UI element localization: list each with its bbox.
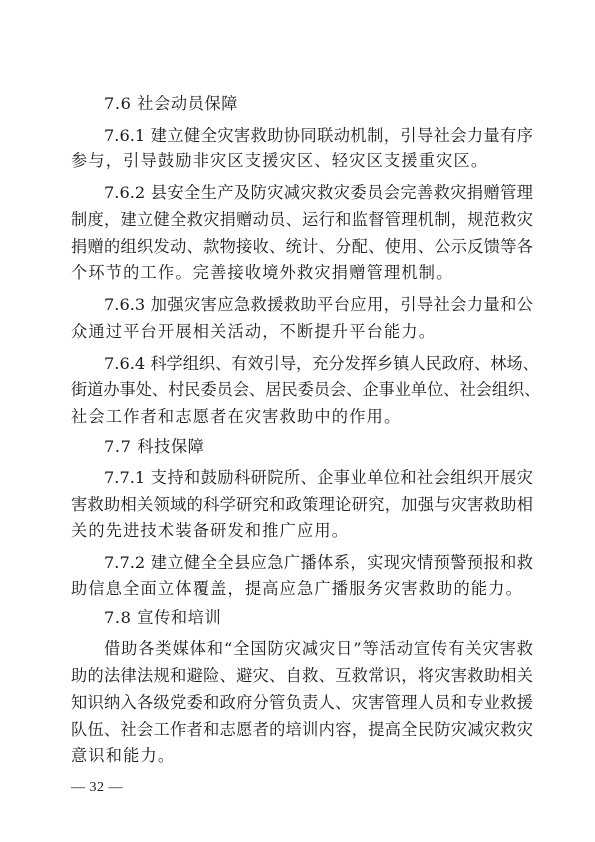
paragraph-line: 个环节的工作。完善接收境外救灾捐赠管理机制。 [71, 263, 454, 282]
paragraph-line: 参与，引导鼓励非灾区支援灾区、轻灾区支援重灾区。 [71, 151, 489, 170]
paragraph-line: 7.6.3 加强灾害应急救援救助平台应用，引导社会力量和公 [104, 295, 533, 314]
paragraph-line: 7.7.1 支持和鼓励科研院所、企事业单位和社会组织开展灾 [104, 468, 533, 487]
paragraph-line: 7.6.4 科学组织、有效引导，充分发挥乡镇人民政府、林场、 [104, 354, 539, 373]
paragraph-line: 意识和能力。 [71, 746, 176, 765]
paragraph-line: 街道办事处、村民委员会、居民委员会、企事业单位、社会组织、 [71, 380, 541, 399]
paragraph-line: 关的先进技术装备研发和推广应用。 [71, 521, 350, 540]
paragraph-line: 队伍、社会工作者和志愿者的培训内容，提高全民防灾减灾救灾 [71, 720, 533, 739]
paragraph-line: 捐赠的组织发动、款物接收、统计、分配、使用、公示反馈等各 [71, 237, 533, 256]
paragraph-line: 借助各类媒体和“全国防灾减灾日”等活动宣传有关灾害救 [104, 639, 533, 658]
paragraph-line: 7.7.2 建立健全全县应急广播体系，实现灾情预警预报和救 [104, 553, 533, 572]
page-number: — 32 — [71, 780, 123, 795]
paragraph-line: 知识纳入各级党委和政府分管负责人、灾害管理人员和专业救援 [71, 693, 533, 712]
paragraph-line: 制度，建立健全救灾捐赠动员、运行和监督管理机制，规范救灾 [71, 210, 533, 229]
paragraph-line: 助信息全面立体覆盖，提高应急广播服务灾害救助的能力。 [71, 579, 524, 598]
section-heading-7-8: 7.8 宣传和培训 [104, 608, 222, 627]
paragraph-line: 7.6.2 县安全生产及防灾减灾救灾委员会完善救灾捐赠管理 [104, 183, 533, 202]
paragraph-line: 社会工作者和志愿者在灾害救助中的作用。 [71, 407, 402, 426]
paragraph-line: 害救助相关领域的科学研究和政策理论研究，加强与灾害救助相 [71, 495, 533, 514]
paragraph-line: 众通过平台开展相关活动，不断提升平台能力。 [71, 322, 437, 341]
section-heading-7-7: 7.7 科技保障 [104, 437, 205, 456]
paragraph-line: 7.6.1 建立健全灾害救助协同联动机制，引导社会力量有序 [104, 126, 533, 145]
section-heading-7-6: 7.6 社会动员保障 [104, 94, 239, 113]
paragraph-line: 助的法律法规和避险、避灾、自救、互救常识，将灾害救助相关 [71, 666, 533, 685]
